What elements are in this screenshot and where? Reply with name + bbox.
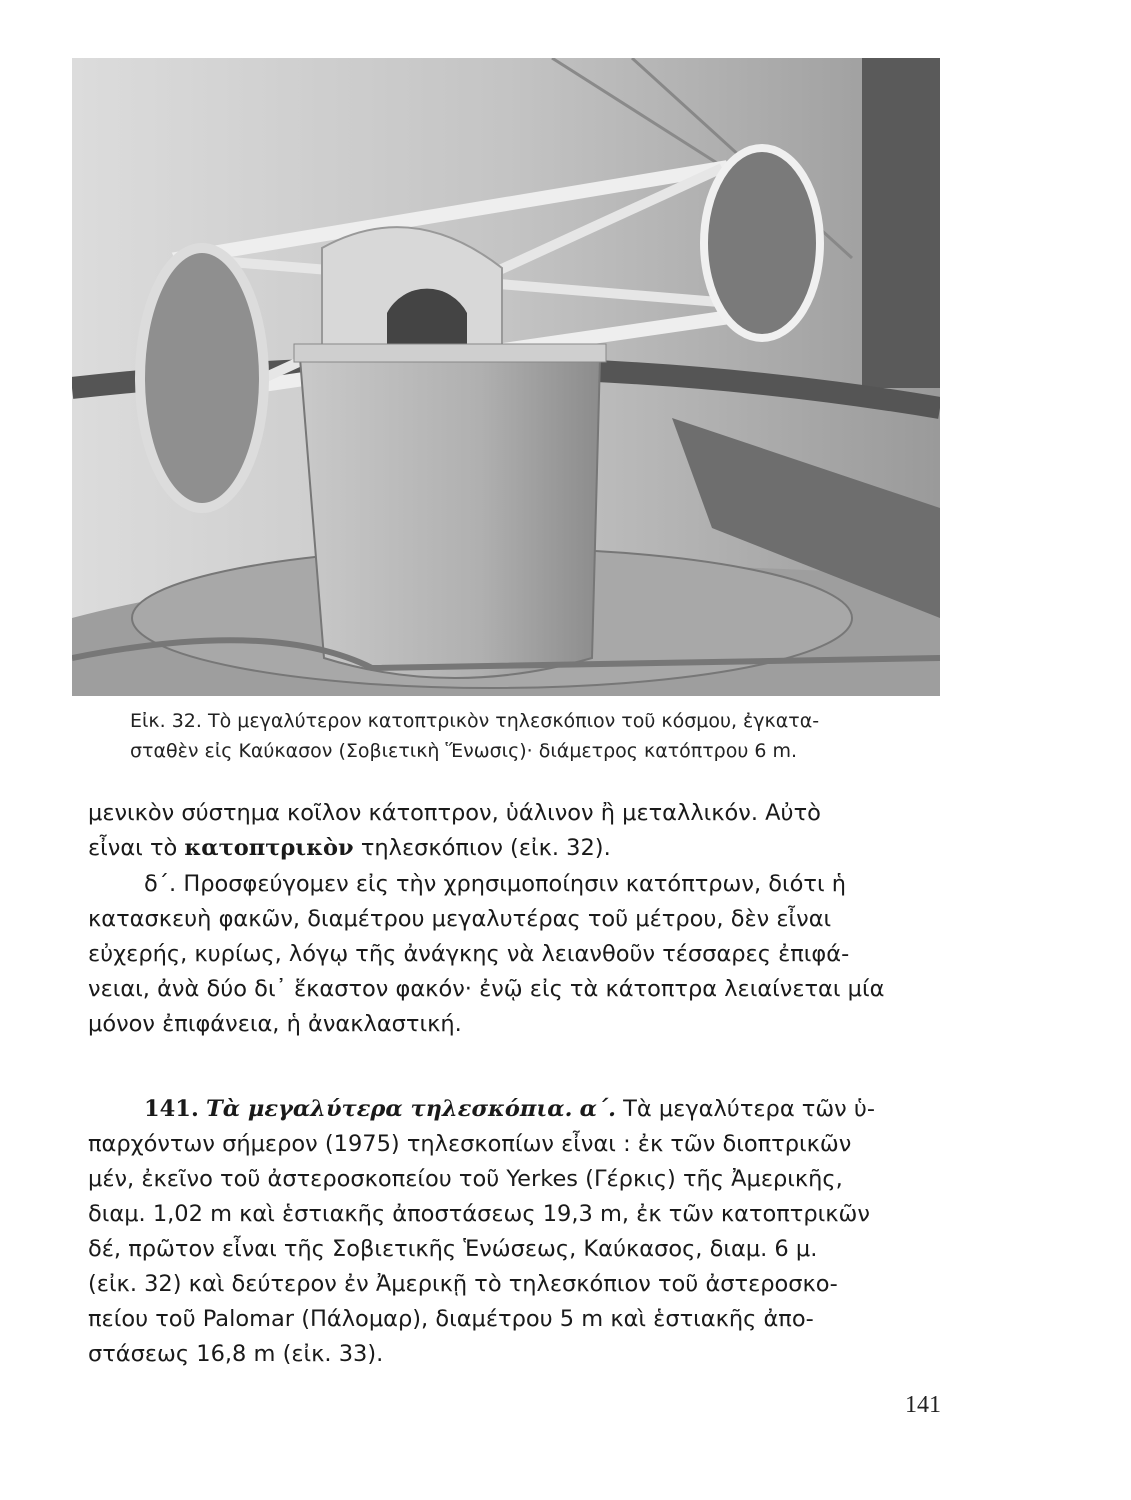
text-line: παρχόντων σήμερον (1975) τηλεσκοπίων εἶναι : ἐκ τῶν διοπτρικῶν	[88, 1131, 852, 1157]
section-141	[88, 1092, 958, 1372]
caption-line: Εἰκ. 32. Τὸ μεγαλύτερον κατοπτρικὸν τηλεσκόπιον τοῦ κόσμου, ἐγκατα-	[130, 710, 820, 732]
section-number: 141.	[144, 1096, 199, 1122]
secondary-cage	[704, 148, 820, 338]
telescope-illustration	[72, 58, 940, 696]
paragraph-continuation	[88, 796, 958, 866]
text-line: εὐχερής, κυρίως, λόγῳ τῆς ἀνάγκης νὰ λειανθοῦν τέσσαρες ἐπιφά-	[88, 941, 850, 967]
text-span: Τὰ μεγαλύτερα τῶν ὑ-	[615, 1096, 876, 1122]
text-span: τηλεσκόπιον (εἰκ. 32).	[353, 835, 611, 861]
dome-slit	[862, 58, 940, 388]
text-line: διαμ. 1,02 m καὶ ἑστιακῆς ἀποστάσεως 19,3 m, ἐκ τῶν κατοπτρικῶν	[88, 1201, 870, 1227]
figure-caption	[130, 706, 960, 766]
text-line: πείου τοῦ Palomar (Πάλομαρ), διαμέτρου 5 m καὶ ἑστιακῆς ἀπο-	[88, 1306, 814, 1332]
text-line: μενικὸν σύστημα κοῖλον κάτοπτρον, ὑάλινον ἢ μεταλλικόν. Αὐτὸ	[88, 800, 821, 826]
text-line: μόνον ἐπιφάνεια, ἡ ἀνακλαστική.	[88, 1011, 462, 1037]
section-marker: α΄.	[579, 1096, 616, 1122]
mirror-cell	[140, 248, 264, 508]
page-number: 141	[905, 1392, 941, 1418]
section-heading-line	[88, 1092, 958, 1127]
caption-line: σταθὲν εἰς Καύκασον (Σοβιετικὴ Ἕνωσις)· διάμετρος κατόπτρου 6 m.	[130, 740, 798, 762]
pier-platform	[294, 344, 606, 362]
telescope-pier	[300, 358, 600, 678]
text-line: δέ, πρῶτον εἶναι τῆς Σοβιετικῆς Ἑνώσεως, Καύκασος, διαμ. 6 μ.	[88, 1236, 818, 1262]
text-line	[88, 831, 958, 866]
text-line: νειαι, ἀνὰ δύο δι᾽ ἕκαστον φακόν· ἐνῷ εἰς τὰ κάτοπτρα λειαίνεται μία	[88, 976, 885, 1002]
text-line: δ΄. Προσφεύγομεν εἰς τὴν χρησιμοποίησιν κατόπτρων, διότι ἡ	[144, 871, 846, 897]
text-line: στάσεως 16,8 m (εἰκ. 33).	[88, 1341, 384, 1367]
text-line: κατασκευὴ φακῶν, διαμέτρου μεγαλυτέρας τοῦ μέτρου, δὲν εἶναι	[88, 906, 832, 932]
text-line: μέν, ἐκεῖνο τοῦ ἀστεροσκοπείου τοῦ Yerkes (Γέρκις) τῆς Ἀμερικῆς,	[88, 1166, 843, 1192]
paragraph-delta	[88, 867, 958, 1042]
text-line: (εἰκ. 32) καὶ δεύτερον ἐν Ἀμερικῇ τὸ τηλεσκόπιον τοῦ ἀστεροσκο-	[88, 1271, 838, 1297]
text-span: εἶναι τὸ	[88, 835, 185, 861]
section-title: Τὰ μεγαλύτερα τηλεσκόπια.	[205, 1096, 573, 1122]
telescope-photo	[72, 58, 940, 696]
bold-term: κατοπτρικὸν	[184, 835, 354, 861]
